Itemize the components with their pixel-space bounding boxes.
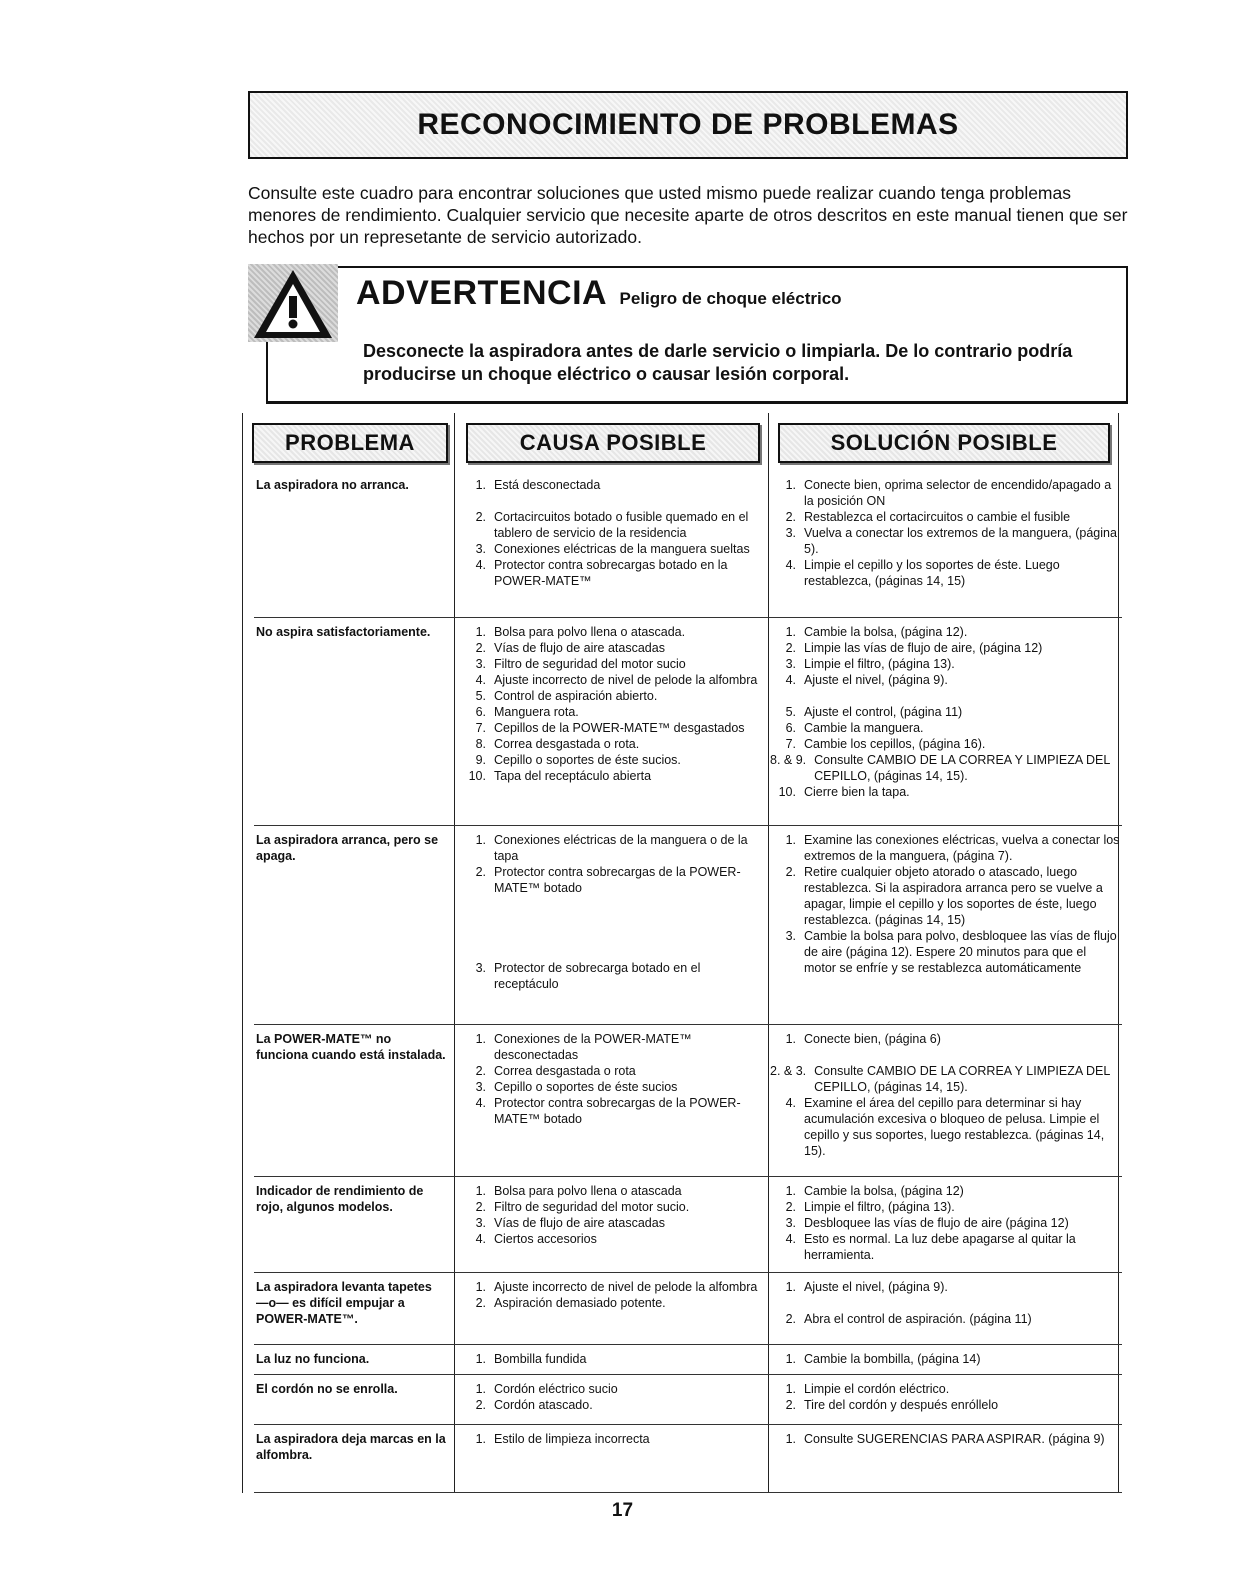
solution-item: [770, 784, 1120, 800]
item-text: Protector contra sobrecargas de la POWER-MATE™ botado: [494, 865, 741, 895]
solution-item: [770, 752, 1120, 784]
cause-item: [460, 1231, 760, 1247]
item-text: Conexiones eléctricas de la manguera o de la tapa: [494, 833, 748, 863]
cause-item: [460, 541, 760, 557]
cause-item: [460, 1063, 760, 1079]
table-row: [242, 618, 1130, 826]
item-text: Examine el área del cepillo para determinar si hay acumulación excesiva o bloqueo de pelusa. Limpie el cepillo y sus soportes, luego restablezca. (páginas 14, 15).: [804, 1096, 1105, 1158]
item-number: 5.: [475, 689, 486, 703]
item-number: 3.: [475, 1080, 486, 1094]
item-number: 2.: [785, 1398, 796, 1412]
item-text: Cambie los cepillos, (página 16).: [804, 737, 986, 751]
cause-item: [460, 1031, 760, 1063]
item-number: 1.: [475, 1382, 486, 1396]
page-title: RECONOCIMIENTO DE PROBLEMAS: [417, 108, 959, 141]
item-number: 1.: [785, 1352, 796, 1366]
item-number: [770, 688, 804, 704]
cause-item: [460, 944, 760, 960]
cause-item: [460, 896, 760, 912]
item-text: [494, 493, 760, 509]
header-cause: CAUSA POSIBLE: [466, 423, 760, 463]
item-text: Conexiones de la POWER-MATE™ desconectadas: [494, 1032, 692, 1062]
cause-item: [460, 704, 760, 720]
item-text: [804, 1047, 1120, 1063]
causes-cell: [460, 1381, 760, 1413]
solution-item: [770, 1199, 1120, 1215]
item-text: Cepillos de la POWER-MATE™ desgastados: [494, 721, 745, 735]
problem-cell: No aspira satisfactoriamente.: [256, 625, 431, 639]
warning-heading: [356, 274, 842, 313]
cause-item: [460, 477, 760, 493]
item-number: 4.: [475, 1096, 486, 1110]
item-text: [494, 912, 760, 928]
solution-item: [770, 1047, 1120, 1063]
item-number: 3.: [785, 929, 796, 943]
warning-body: Desconecte la aspiradora antes de darle servicio o limpiarla. De lo contrario podría producirse un choque eléctrico o causar lesión corporal.: [363, 341, 1073, 384]
table-row: [242, 1425, 1130, 1493]
item-number: 7.: [785, 737, 796, 751]
problem-cell: La aspiradora arranca, pero se apaga.: [256, 833, 439, 863]
item-text: Cierre bien la tapa.: [804, 785, 910, 799]
item-number: 7.: [475, 721, 486, 735]
cause-item: [460, 1279, 760, 1295]
item-number: 8. & 9.: [770, 753, 807, 767]
warning-box: [248, 264, 1128, 404]
solutions-cell: [770, 477, 1120, 589]
solution-item: [770, 1215, 1120, 1231]
solution-item: [770, 736, 1120, 752]
cause-item: [460, 912, 760, 928]
item-number: 1.: [475, 1280, 486, 1294]
item-text: Control de aspiración abierto.: [494, 689, 658, 703]
problem-cell: La aspiradora no arranca.: [256, 478, 409, 492]
title-banner: [248, 91, 1128, 159]
table-row: [242, 1273, 1130, 1345]
item-text: Está desconectada: [494, 478, 601, 492]
cause-item: [460, 1183, 760, 1199]
item-number: 2.: [475, 510, 486, 524]
item-number: 3.: [785, 1216, 796, 1230]
item-number: 3.: [785, 526, 796, 540]
problem-cell: La aspiradora levanta tapetes —o— es difícil empujar a POWER-MATE™.: [256, 1280, 432, 1326]
item-text: Manguera rota.: [494, 705, 579, 719]
item-number: 2.: [785, 510, 796, 524]
cause-item: [460, 720, 760, 736]
item-text: Aspiración demasiado potente.: [494, 1296, 666, 1310]
cause-item: [460, 1397, 760, 1413]
solution-item: [770, 1031, 1120, 1047]
solution-item: [770, 509, 1120, 525]
item-text: Cordón eléctrico sucio: [494, 1382, 618, 1396]
item-text: Correa desgastada o rota.: [494, 737, 640, 751]
table-row: [242, 1375, 1130, 1425]
solution-item: [770, 477, 1120, 509]
item-number: 1.: [785, 1032, 796, 1046]
item-text: [494, 896, 760, 912]
solutions-cell: [770, 1431, 1120, 1447]
cause-item: [460, 832, 760, 864]
intro-paragraph: Consulte este cuadro para encontrar soluciones que usted mismo puede realizar cuando tenga problemas menores de rendimiento. Cualquier servicio que necesite aparte de otros descritos en este manual tienen que ser hechos por un represetante de servicio autorizado.: [248, 183, 1128, 247]
cause-item: [460, 1351, 760, 1367]
cause-item: [460, 1079, 760, 1095]
item-text: Cambie la bolsa, (página 12): [804, 1184, 964, 1198]
cause-item: [460, 928, 760, 944]
item-number: 2.: [475, 641, 486, 655]
item-number: [460, 896, 494, 912]
item-number: [460, 944, 494, 960]
item-text: Cortacircuitos botado o fusible quemado en el tablero de servicio de la residencia: [494, 510, 749, 540]
item-text: Ajuste el nivel, (página 9).: [804, 673, 948, 687]
item-number: 2.: [785, 865, 796, 879]
item-text: Esto es normal. La luz debe apagarse al quitar la herramienta.: [804, 1232, 1076, 1262]
item-text: Tapa del receptáculo abierta: [494, 769, 652, 783]
item-number: 2.: [785, 1312, 796, 1326]
causes-cell: [460, 1279, 760, 1311]
solution-item: [770, 1431, 1120, 1447]
item-text: Cambie la bolsa para polvo, desbloquee las vías de flujo de aire (página 12). Espere 20 minutos para que el motor se enfríe y se restablezca automáticamente: [804, 929, 1117, 975]
cause-item: [460, 1381, 760, 1397]
solution-item: [770, 624, 1120, 640]
item-number: 2. & 3.: [770, 1064, 807, 1078]
item-text: Cepillo o soportes de éste sucios.: [494, 753, 681, 767]
item-text: Tire del cordón y después enróllelo: [804, 1398, 999, 1412]
item-number: 1.: [785, 1432, 796, 1446]
item-text: Examine las conexiones eléctricas, vuelva a conectar los extremos de la manguera, (página 7).: [804, 833, 1120, 863]
cause-item: [460, 736, 760, 752]
item-text: Cambie la bolsa, (página 12).: [804, 625, 968, 639]
cause-item: [460, 1431, 760, 1447]
causes-cell: [460, 624, 760, 784]
item-number: 1.: [785, 1184, 796, 1198]
solution-item: [770, 928, 1120, 976]
item-number: 2.: [475, 1200, 486, 1214]
item-text: Conexiones eléctricas de la manguera sueltas: [494, 542, 750, 556]
troubleshooting-table: [242, 413, 1130, 1493]
item-number: [770, 1295, 804, 1311]
causes-cell: [460, 1031, 760, 1127]
causes-cell: [460, 1183, 760, 1247]
item-number: 3.: [475, 961, 486, 975]
item-number: [460, 912, 494, 928]
item-number: 2.: [785, 641, 796, 655]
item-number: 3.: [475, 657, 486, 671]
item-text: Bombilla fundida: [494, 1352, 587, 1366]
item-number: 3.: [785, 657, 796, 671]
solution-item: [770, 704, 1120, 720]
item-text: Cordón atascado.: [494, 1398, 593, 1412]
item-number: 1.: [785, 625, 796, 639]
warning-title: ADVERTENCIA: [356, 274, 608, 312]
item-number: 10.: [778, 785, 796, 799]
item-number: 2.: [785, 1200, 796, 1214]
solutions-cell: [770, 1183, 1120, 1263]
causes-cell: [460, 1431, 760, 1447]
item-number: 2.: [475, 865, 486, 879]
solution-item: [770, 1381, 1120, 1397]
cause-item: [460, 640, 760, 656]
cause-item: [460, 1199, 760, 1215]
item-text: Retire cualquier objeto atorado o atascado, luego restablezca. Si la aspiradora arranca pero se vuelve a apagar, limpie el cepillo y los soportes de éste, luego restablezca. (páginas 14, 15): [804, 865, 1103, 927]
item-text: [804, 688, 1120, 704]
solution-item: [770, 1183, 1120, 1199]
header-solution: SOLUCIÓN POSIBLE: [778, 423, 1110, 463]
causes-cell: [460, 1351, 760, 1367]
item-text: Limpie el filtro, (página 13).: [804, 1200, 955, 1214]
table-row: [242, 1025, 1130, 1177]
item-number: 1.: [785, 1382, 796, 1396]
item-text: Correa desgastada o rota: [494, 1064, 636, 1078]
solution-item: [770, 557, 1120, 589]
cause-item: [460, 557, 760, 589]
warning-triangle-icon: [248, 264, 338, 344]
item-number: 4.: [475, 673, 486, 687]
item-text: Cambie la bombilla, (página 14): [804, 1352, 981, 1366]
item-text: Bolsa para polvo llena o atascada: [494, 1184, 682, 1198]
causes-cell: [460, 477, 760, 589]
item-number: [460, 928, 494, 944]
item-text: Ajuste el control, (página 11): [804, 705, 963, 719]
problem-cell: El cordón no se enrolla.: [256, 1382, 398, 1396]
table-row: [242, 1345, 1130, 1375]
solutions-cell: [770, 1031, 1120, 1159]
item-text: [494, 928, 760, 944]
item-text: Consulte SUGERENCIAS PARA ASPIRAR. (página 9): [804, 1432, 1105, 1446]
solution-item: [770, 1063, 1120, 1095]
solutions-cell: [770, 624, 1120, 800]
cause-item: [460, 752, 760, 768]
solutions-cell: [770, 1351, 1120, 1367]
cause-item: [460, 509, 760, 541]
item-text: Ajuste incorrecto de nivel de pelode la alfombra: [494, 673, 758, 687]
item-number: 3.: [475, 1216, 486, 1230]
cause-item: [460, 1095, 760, 1127]
item-text: Protector contra sobrecargas de la POWER-MATE™ botado: [494, 1096, 741, 1126]
cause-item: [460, 864, 760, 896]
item-number: 9.: [475, 753, 486, 767]
item-text: Consulte CAMBIO DE LA CORREA Y LIMPIEZA DEL CEPILLO, (páginas 14, 15).: [814, 1064, 1110, 1094]
solution-item: [770, 672, 1120, 688]
item-text: Limpie el cordón eléctrico.: [804, 1382, 950, 1396]
cause-item: [460, 768, 760, 784]
table-row: [242, 1177, 1130, 1273]
problem-cell: Indicador de rendimiento de rojo, algunos modelos.: [256, 1184, 424, 1214]
cause-item: [460, 656, 760, 672]
item-number: 1.: [475, 1432, 486, 1446]
item-number: [460, 493, 494, 509]
item-text: Vías de flujo de aire atascadas: [494, 1216, 665, 1230]
solution-item: [770, 525, 1120, 557]
item-number: 1.: [475, 625, 486, 639]
cause-item: [460, 672, 760, 688]
page-number: 17: [611, 1500, 634, 1521]
item-number: 1.: [475, 478, 486, 492]
problem-cell: La aspiradora deja marcas en la alfombra.: [256, 1432, 446, 1462]
item-text: Protector contra sobrecargas botado en la POWER-MATE™: [494, 558, 728, 588]
item-text: Protector de sobrecarga botado en el receptáculo: [494, 961, 701, 991]
problem-cell: La luz no funciona.: [256, 1352, 370, 1366]
item-text: Vuelva a conectar los extremos de la manguera, (página 5).: [804, 526, 1117, 556]
solution-item: [770, 688, 1120, 704]
cause-item: [460, 1295, 760, 1311]
item-text: Limpie el cepillo y los soportes de éste. Luego restablezca, (páginas 14, 15): [804, 558, 1060, 588]
solution-item: [770, 1295, 1120, 1311]
solution-item: [770, 864, 1120, 928]
cause-item: [460, 688, 760, 704]
item-number: 1.: [475, 833, 486, 847]
table-row: [242, 826, 1130, 1025]
solutions-cell: [770, 832, 1120, 976]
item-number: 4.: [785, 1096, 796, 1110]
warning-subtitle: Peligro de choque eléctrico: [619, 289, 842, 308]
item-text: Filtro de seguridad del motor sucio.: [494, 1200, 690, 1214]
item-number: 4.: [785, 558, 796, 572]
row-divider: [254, 1492, 1122, 1493]
item-text: [804, 1295, 1120, 1311]
item-text: Limpie las vías de flujo de aire, (página 12): [804, 641, 1043, 655]
item-number: 4.: [475, 1232, 486, 1246]
item-number: 6.: [785, 721, 796, 735]
solution-item: [770, 1397, 1120, 1413]
item-number: 1.: [475, 1032, 486, 1046]
cause-item: [460, 960, 760, 992]
item-text: Limpie el filtro, (página 13).: [804, 657, 955, 671]
item-number: 3.: [475, 542, 486, 556]
item-number: 2.: [475, 1296, 486, 1310]
item-text: Filtro de seguridad del motor sucio: [494, 657, 686, 671]
solution-item: [770, 656, 1120, 672]
item-number: 8.: [475, 737, 486, 751]
item-text: Conecte bien, (página 6): [804, 1032, 941, 1046]
item-number: 4.: [475, 558, 486, 572]
cause-item: [460, 624, 760, 640]
item-text: Vías de flujo de aire atascadas: [494, 641, 665, 655]
item-text: Cepillo o soportes de éste sucios: [494, 1080, 678, 1094]
item-number: 1.: [785, 1280, 796, 1294]
item-number: 1.: [785, 478, 796, 492]
item-text: Abra el control de aspiración. (página 11): [804, 1312, 1032, 1326]
item-text: Consulte CAMBIO DE LA CORREA Y LIMPIEZA DEL CEPILLO, (páginas 14, 15).: [814, 753, 1110, 783]
item-text: Ciertos accesorios: [494, 1232, 597, 1246]
item-number: 4.: [785, 1232, 796, 1246]
item-number: 1.: [785, 833, 796, 847]
item-text: Cambie la manguera.: [804, 721, 924, 735]
solution-item: [770, 1095, 1120, 1159]
item-number: 2.: [475, 1064, 486, 1078]
solution-item: [770, 640, 1120, 656]
item-text: Conecte bien, oprima selector de encendido/apagado a la posición ON: [804, 478, 1112, 508]
item-number: 2.: [475, 1398, 486, 1412]
solution-item: [770, 832, 1120, 864]
solution-item: [770, 1279, 1120, 1295]
item-number: 1.: [475, 1184, 486, 1198]
item-text: Bolsa para polvo llena o atascada.: [494, 625, 686, 639]
solution-item: [770, 1311, 1120, 1327]
item-text: Ajuste incorrecto de nivel de pelode la alfombra: [494, 1280, 758, 1294]
cause-item: [460, 1215, 760, 1231]
cause-item: [460, 493, 760, 509]
solution-item: [770, 1231, 1120, 1263]
solution-item: [770, 720, 1120, 736]
table-row: [242, 471, 1130, 618]
item-number: 4.: [785, 673, 796, 687]
item-text: Ajuste el nivel, (página 9).: [804, 1280, 948, 1294]
item-text: Restablezca el cortacircuitos o cambie el fusible: [804, 510, 1071, 524]
item-number: 10.: [468, 769, 486, 783]
solution-item: [770, 1351, 1120, 1367]
problem-cell: La POWER-MATE™ no funciona cuando está instalada.: [256, 1032, 446, 1062]
header-problem: PROBLEMA: [252, 423, 448, 463]
item-text: [494, 944, 760, 960]
item-text: Desbloquee las vías de flujo de aire (página 12): [804, 1216, 1069, 1230]
item-number: 5.: [785, 705, 796, 719]
item-number: 1.: [475, 1352, 486, 1366]
solutions-cell: [770, 1381, 1120, 1413]
solutions-cell: [770, 1279, 1120, 1327]
item-number: [770, 1047, 804, 1063]
item-number: 6.: [475, 705, 486, 719]
item-text: Estilo de limpieza incorrecta: [494, 1432, 650, 1446]
causes-cell: [460, 832, 760, 992]
